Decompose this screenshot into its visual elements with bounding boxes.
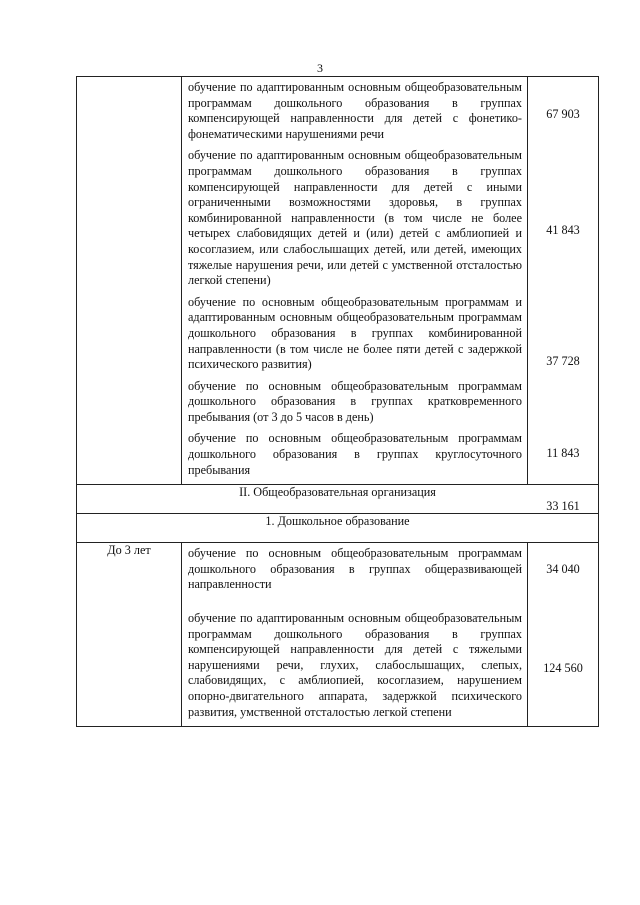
age-group-cell: До 3 лет xyxy=(77,543,182,727)
table-row xyxy=(77,77,599,485)
subsection-heading: 1. Дошкольное образование xyxy=(77,514,599,543)
cost-value: 34 040 xyxy=(546,562,580,577)
program-description: обучение по основным общеобразовательным программам дошкольного образования в группах кратковременного пребывания (от 3 до 5 часов в день) xyxy=(188,378,522,424)
table-row xyxy=(77,543,599,727)
page-number: 3 xyxy=(317,61,323,75)
program-description: обучение по основным общеобразовательным программам дошкольного образования в группах общеразвивающей направленности xyxy=(188,546,522,592)
program-description: обучение по основным общеобразовательным программам и адаптированным основным общеобразовательным программам дошкольного образования в группах комбинированной направленности (в том числе не более пяти детей с задержкой психического развития) xyxy=(188,294,522,372)
section-row xyxy=(77,485,599,514)
cost-value: 11 843 xyxy=(546,446,580,460)
program-description: обучение по основным общеобразовательным программам дошкольного образования в группах круглосуточного пребывания xyxy=(188,431,522,477)
section-heading: II. Общеобразовательная организация xyxy=(77,485,599,514)
cost-table xyxy=(76,76,599,727)
cost-value: 41 843 xyxy=(546,223,580,237)
program-description: обучение по адаптированным основным общеобразовательным программам дошкольного образования в группах компенсирующей направленности для детей с фонетико-фонематическими нарушениями речи xyxy=(188,80,522,141)
description-cell xyxy=(182,77,528,485)
program-description: обучение по адаптированным основным общеобразовательным программам дошкольного образования в группах компенсирующей направленности для детей с иными ограниченными возможностями здоровья, в группах комбинированной направленности (в том числе не более четырех слабовидящих детей и (или) детей с амблиопией и косоглазием, или слабослышащих детей, или детей, имеющих тяжелые нарушения речи, или детей с умственной отсталостью легкой степени) xyxy=(188,148,522,288)
subsection-row xyxy=(77,514,599,543)
age-cell xyxy=(77,77,182,485)
cost-value: 124 560 xyxy=(543,661,583,676)
value-cell xyxy=(528,543,599,727)
description-cell xyxy=(182,543,528,727)
cost-value: 33 161 xyxy=(546,499,580,513)
value-cell xyxy=(528,77,599,513)
program-description: обучение по адаптированным основным общеобразовательным программам дошкольного образования в группах компенсирующей направленности для детей с тяжелыми нарушениями речи, глухих, слабослышащих, слепых, слабовидящих, с амблиопией, косоглазием, нарушением опорно-двигательного аппарата, задержкой психического развития, умственной отсталостью легкой степени xyxy=(188,611,522,719)
cost-value: 67 903 xyxy=(546,107,580,121)
cost-value: 37 728 xyxy=(546,354,580,368)
